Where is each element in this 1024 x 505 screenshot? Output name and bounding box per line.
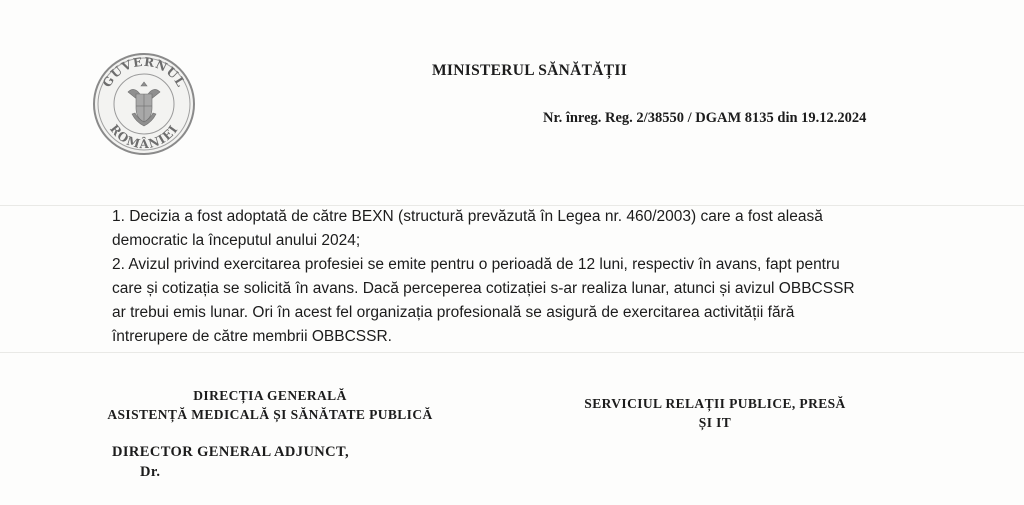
left-department-line-1: DIRECȚIA GENERALĂ <box>193 388 347 403</box>
government-seal <box>92 52 196 156</box>
item-2-line-3: ar trebui emis lunar. Ori în acest fel organizația profesională se asigură de exercitarea activității fără <box>112 304 795 321</box>
item-1-line-2: democratic la începutul anului 2024; <box>112 232 361 249</box>
seal-text-top: GUVERNUL <box>99 54 189 90</box>
left-department-line-2: ASISTENȚĂ MEDICALĂ ȘI SĂNĂTATE PUBLICĂ <box>107 407 433 422</box>
item-2-line-4: întrerupere de către membrii OBBCSSR. <box>112 328 392 345</box>
item-2-line-2: care și cotizația se solicită în avans. Dacă perceperea cotizației s-ar realiza lunar, atunci și avizul OBBCSSR <box>112 280 855 297</box>
registration-number: Nr. înreg. Reg. 2/38550 / DGAM 8135 din 19.12.2024 <box>543 110 867 126</box>
right-department-line-2: ȘI IT <box>698 415 732 430</box>
seal-text-bottom: ROMÂNIEI <box>107 121 181 152</box>
left-signatory-name: Dr. <box>140 464 161 480</box>
left-signature-block <box>80 386 460 424</box>
right-department-line-1: SERVICIUL RELAȚII PUBLICE, PRESĂ <box>584 396 846 411</box>
left-signatory-title: DIRECTOR GENERAL ADJUNCT, <box>112 444 350 460</box>
letter-body <box>112 205 942 349</box>
right-signature-block <box>555 394 875 432</box>
item-1-line-1: 1. Decizia a fost adoptată de către BEXN (structură prevăzută în Legea nr. 460/2003) care a fost aleasă <box>112 208 823 225</box>
ministry-heading: MINISTERUL SĂNĂTĂȚII <box>432 62 628 79</box>
item-2-line-1: 2. Avizul privind exercitarea profesiei se emite pentru o perioadă de 12 luni, respectiv în avans, fapt pentru <box>112 256 840 273</box>
